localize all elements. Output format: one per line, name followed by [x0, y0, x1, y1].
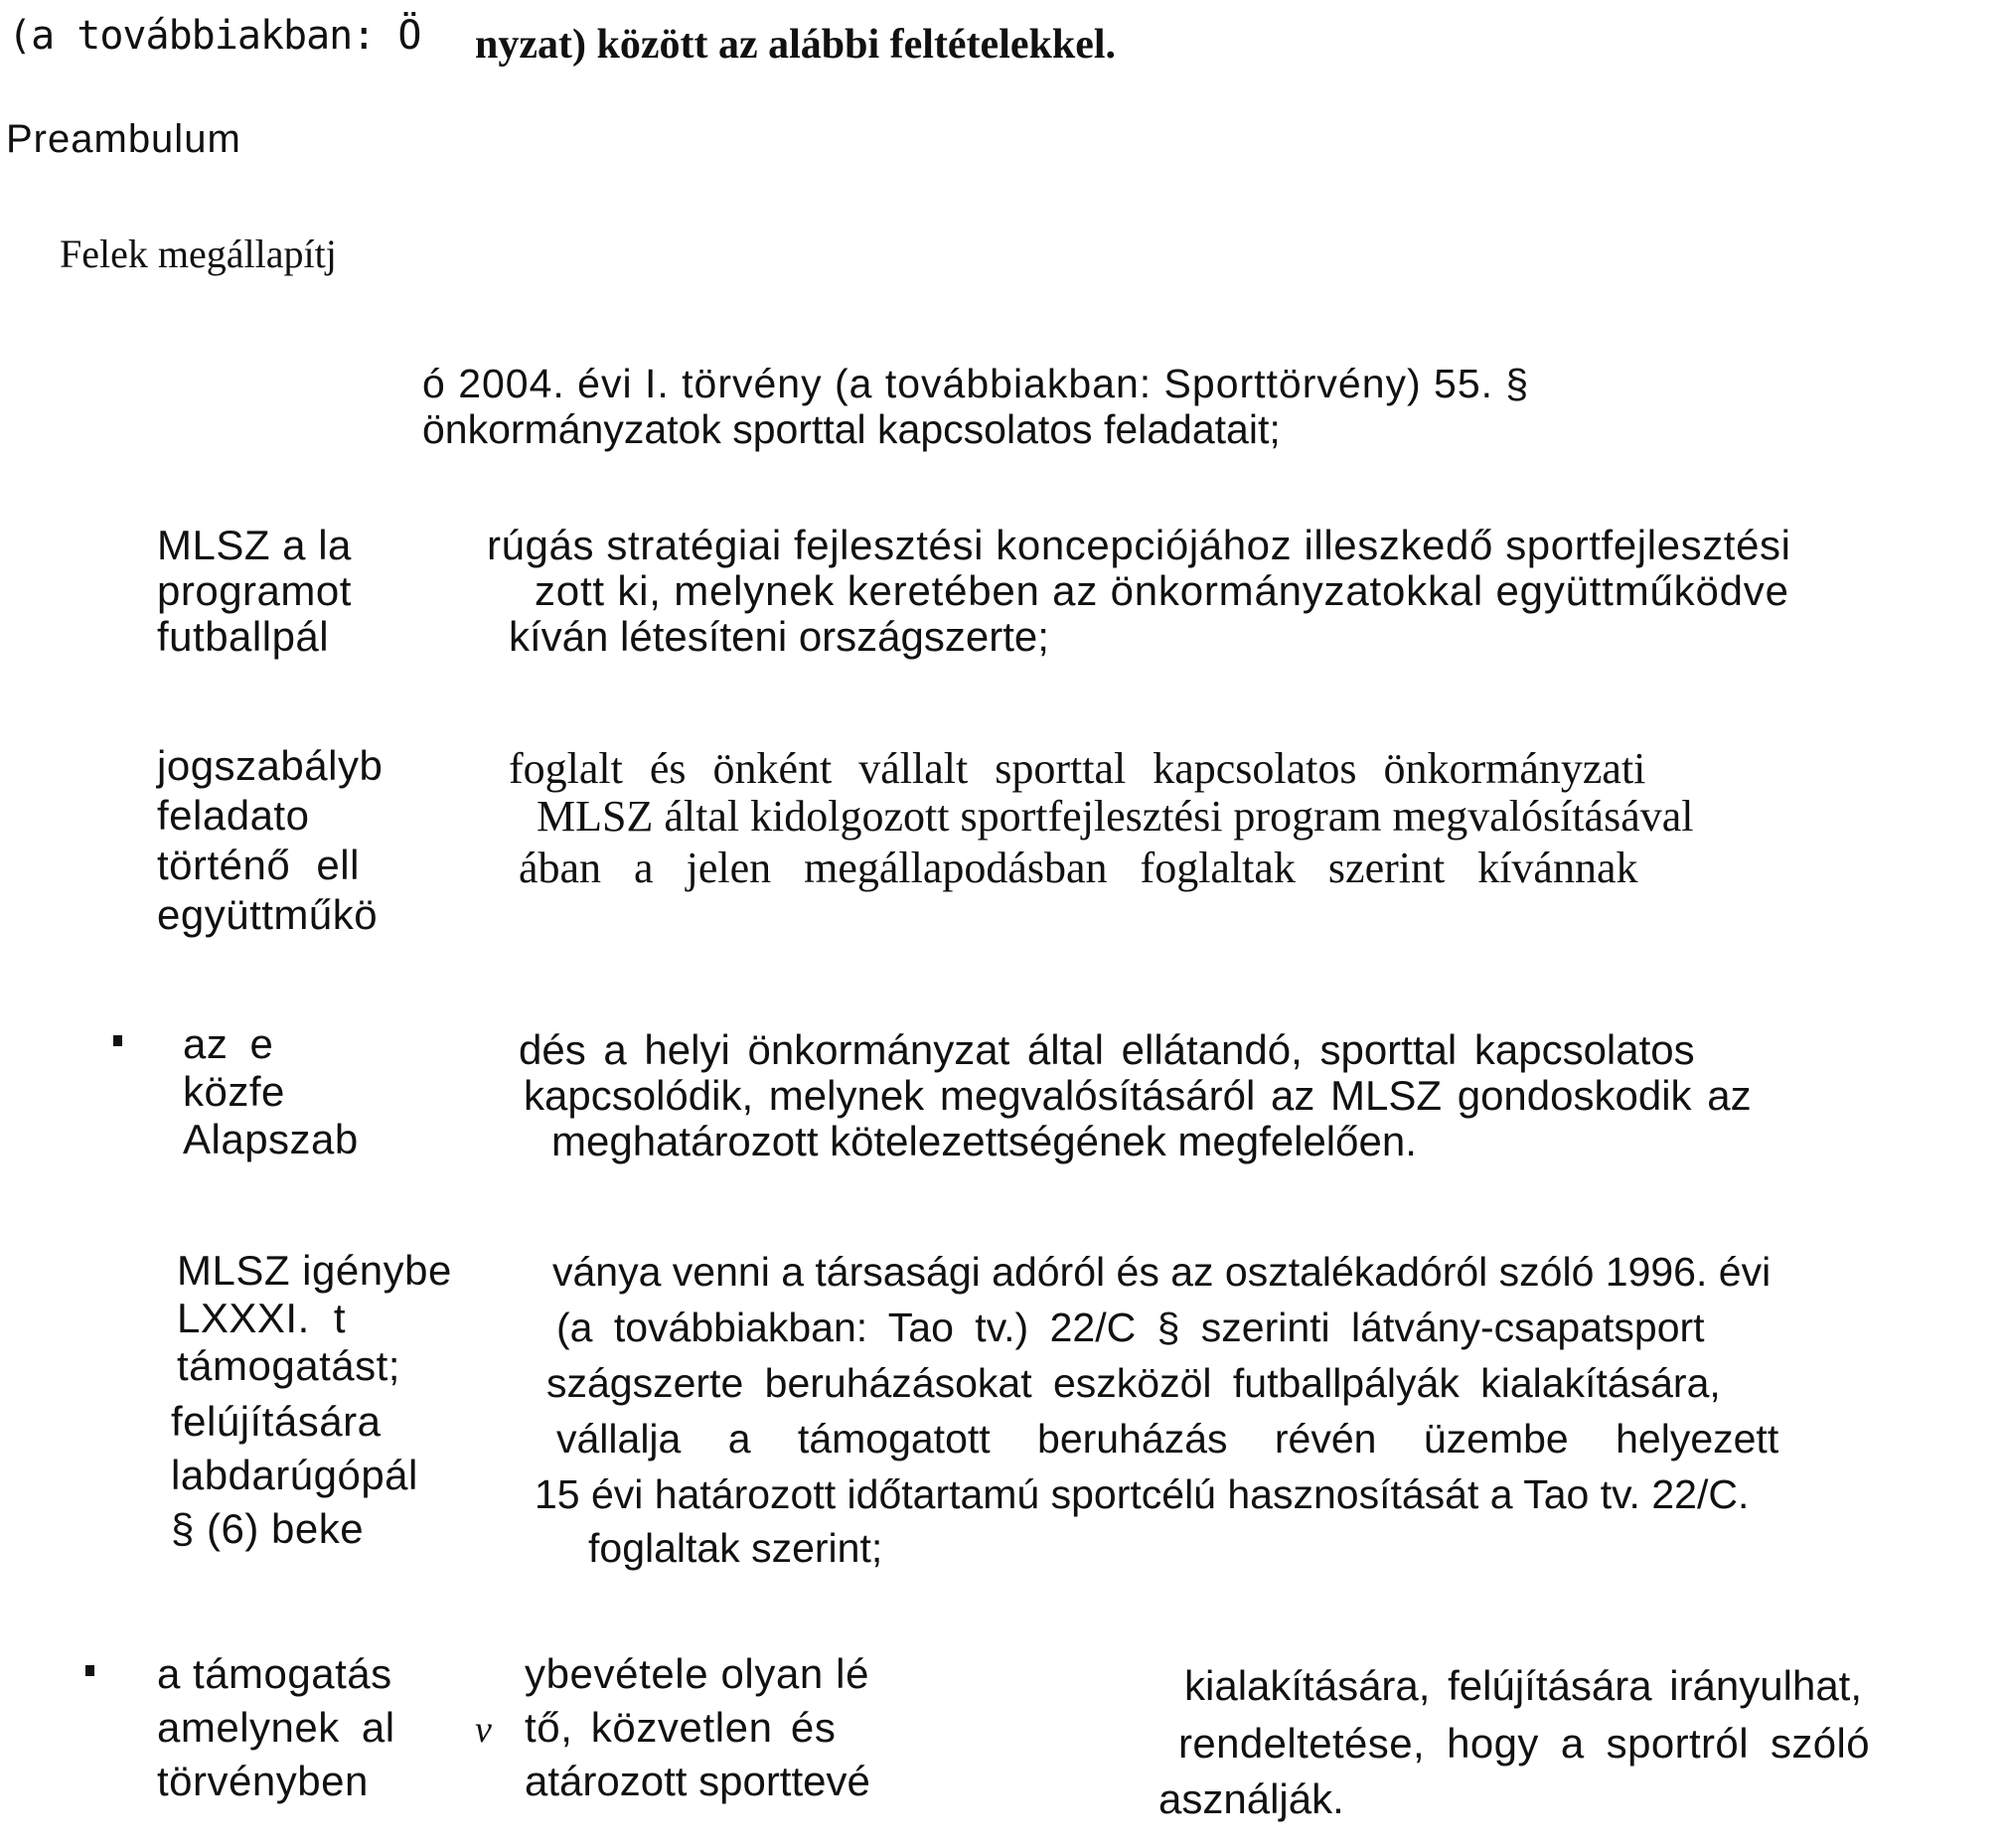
para6-right-line-1: kialakítására, felújítására irányulhat, — [1184, 1662, 1863, 1709]
para6-middle-line-3: atározott sporttevé — [525, 1758, 870, 1804]
para4-left-line-3: Alapszab — [183, 1116, 359, 1162]
para5-right-line-2: (a továbbiakban: Tao tv.) 22/C § szerinti látvány-csapatsport — [556, 1305, 1705, 1350]
para5-right-line-4: vállalja a támogatott beruházás révén üzembe helyezett — [556, 1416, 1779, 1462]
para2-right-line-1: rúgás stratégiai fejlesztési koncepciójához illeszkedő sportfejlesztési — [487, 522, 1791, 568]
para3-left-line-3: történő ell — [157, 842, 360, 888]
para6-left-line-2: amelynek al — [157, 1704, 395, 1751]
para5-right-line-6: foglaltak szerint; — [588, 1525, 883, 1571]
para1-line-1: ó 2004. évi I. törvény (a továbbiakban: Sporttörvény) 55. § — [422, 361, 1530, 406]
para6-right-line-2: rendeltetése, hogy a sportról szóló — [1178, 1720, 1871, 1767]
para3-right-line-1: foglalt és önként vállalt sporttal kapcsolatos önkormányzati — [509, 744, 1646, 793]
para4-left-line-2: közfe — [183, 1068, 285, 1115]
para6-middle-line-1: ybevétele olyan lé — [525, 1650, 870, 1697]
para5-left-line-1: MLSZ igénybe — [177, 1247, 452, 1294]
para2-left-line-2: programot — [157, 567, 352, 614]
para3-right-line-3: ában a jelen megállapodásban foglaltak szerint kívánnak — [519, 844, 1638, 892]
para4-right-line-3: meghatározott kötelezettségének megfelelően. — [551, 1118, 1417, 1164]
intro-fragment: Felek megállapítj — [60, 231, 337, 276]
para4-left-line-1: az e — [183, 1020, 274, 1067]
para1-line-2: önkormányzatok sporttal kapcsolatos feladatait; — [422, 406, 1281, 452]
bullet-marker — [85, 1665, 94, 1676]
para5-right-line-3: szágszerte beruházásokat eszközöl futballpályák kialakítására, — [546, 1360, 1721, 1406]
para5-right-line-5: 15 évi határozott időtartamú sportcélú hasznosítását a Tao tv. 22/C. — [535, 1471, 1750, 1517]
para6-left-line-3: törvényben — [157, 1758, 369, 1804]
para3-left-line-4: együttműkö — [157, 891, 379, 938]
para5-left-line-3: támogatást; — [177, 1342, 400, 1389]
para2-right-line-2: zott ki, melynek keretében az önkormányzatokkal együttműködve — [535, 567, 1789, 614]
para2-left-line-1: MLSZ a la — [157, 522, 352, 568]
para6-left-line-1: a támogatás — [157, 1650, 392, 1697]
para5-left-line-2: LXXXI. t — [177, 1295, 347, 1341]
para2-right-line-3: kíván létesíteni országszerte; — [509, 613, 1049, 660]
preamble-title: Preambulum — [6, 117, 241, 161]
para5-left-line-6: § (6) beke — [171, 1505, 365, 1552]
para4-right-line-1: dés a helyi önkormányzat által ellátandó, sporttal kapcsolatos — [519, 1026, 1695, 1073]
para4-right-line-2: kapcsolódik, melynek megvalósításáról az MLSZ gondoskodik az — [524, 1072, 1752, 1119]
para5-right-line-1: ványa venni a társasági adóról és az osztalékadóról szóló 1996. évi — [552, 1249, 1772, 1295]
header-right-fragment: nyzat) között az alábbi feltételekkel. — [475, 22, 1117, 68]
para5-left-line-5: labdarúgópál — [171, 1452, 418, 1498]
para6-middle-line-2: tő, közvetlen és — [525, 1704, 837, 1751]
header-left-fragment: (a továbbiakban: Ö — [8, 13, 421, 59]
para3-left-line-2: feladato — [157, 792, 310, 839]
para5-left-line-4: felújítására — [171, 1398, 382, 1445]
para3-right-line-2: MLSZ által kidolgozott sportfejlesztési program megvalósításával — [537, 792, 1694, 841]
bullet-marker — [113, 1035, 122, 1046]
para2-left-line-3: futballpál — [157, 613, 330, 660]
para6-v-fragment: v — [475, 1709, 492, 1751]
para3-left-line-1: jogszabályb — [157, 742, 384, 789]
para6-right-line-3: asználják. — [1158, 1775, 1344, 1822]
